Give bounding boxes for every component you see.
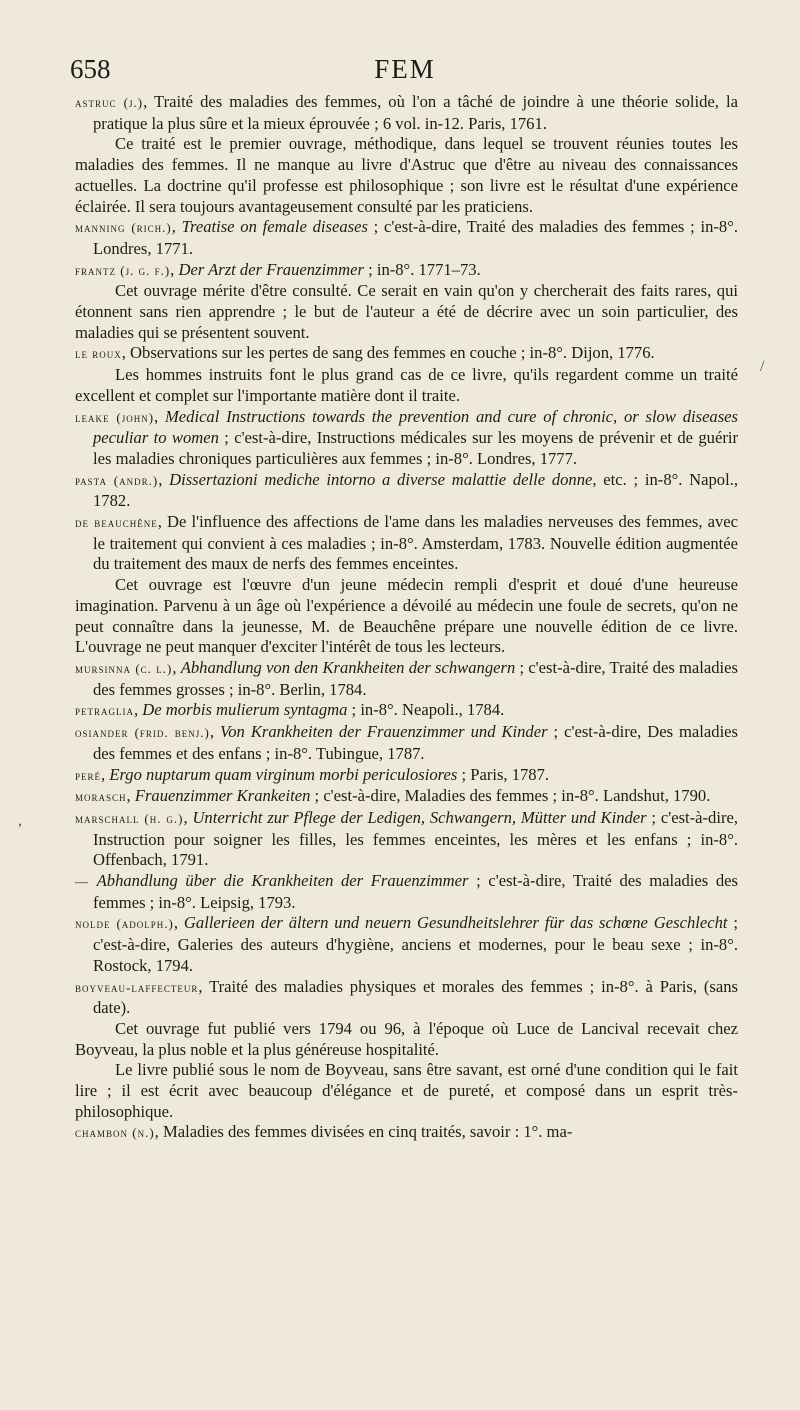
entry-author: — (75, 874, 89, 890)
entry-title: Abhandlung über die Krankheiten der Frauenzimmer (96, 871, 469, 891)
entry-title: Abhandlung von den Krankheiten der schwangern (180, 657, 516, 677)
page-header (70, 54, 740, 88)
entry-author: de beauchêne (75, 515, 158, 531)
entry-author: petraglia (75, 703, 134, 719)
entry-title: Der Arzt der Frauenzimmer (178, 259, 364, 279)
margin-mark: / (760, 358, 765, 375)
entry-author: manning (rich.) (75, 220, 172, 236)
entry-details: ; c'est-à-dire, Galeries des auteurs d'hygiène, anciens et modernes, pour le beau sexe ; in-8°. Rostock, 1794. (93, 913, 738, 975)
entry-separator: , (157, 512, 168, 532)
entry-separator: , (209, 722, 220, 742)
entry-title: Medical Instructions towards the prevention and cure of chronic, or slow diseases peculiar to women (93, 406, 739, 448)
entry-separator: , (126, 786, 135, 806)
entry-author: leake (john) (75, 409, 155, 425)
entry-title: Gallerieen der ältern und neuern Gesundheitslehrer für das schœne Geschlecht (183, 913, 728, 933)
bibliography-entry (75, 343, 738, 365)
commentary-paragraph: Les hommes instruits font le plus grand cas de ce livre, qu'ils regardent comme un traité excellent et complet sur l'importante matière dont il traite. (75, 365, 738, 405)
bibliography-entry (75, 808, 738, 871)
commentary-paragraph: Cet ouvrage mérite d'être consulté. Ce serait en vain qu'on y chercherait des faits rares, qui étonnent sans rien apprendre ; le but de l'auteur a été de décrire avec un soin particulier, des maladies qui se présentent souvent. (75, 281, 738, 342)
entry-details: ; in-8°. 1771–73. (363, 259, 481, 279)
entry-details: Traité des maladies des femmes, où l'on a tâché de joindre à une théorie solide, la pratique la plus sûre et la mieux éprouvée ; 6 vol. in-12. Paris, 1761. (93, 92, 738, 133)
entry-separator: , (154, 1122, 163, 1142)
entry-separator (89, 871, 97, 890)
bibliography-entry (75, 260, 738, 282)
entry-details: Traité des maladies physiques et morales des femmes ; in-8°. à Paris, (sans date). (93, 976, 738, 1018)
bibliography-entry (75, 512, 738, 575)
entry-separator: , (198, 976, 210, 996)
entry-author: morasch (75, 789, 127, 805)
entry-title: Von Krankheiten der Frauenzimmer und Kinder (219, 722, 548, 742)
commentary-paragraph: Cet ouvrage fut publié vers 1794 ou 96, à l'époque où Luce de Lancival recevait chez Boyveau, la plus noble et la plus généreuse hospitalité. (75, 1018, 738, 1059)
bibliography-text (75, 92, 738, 1144)
entry-author: boyveau-laffecteur (75, 979, 199, 995)
entry-details: Maladies des femmes divisées en cinq traités, savoir : 1°. ma- (162, 1122, 573, 1142)
entry-details: ; c'est-à-dire, Maladies des femmes ; in-8°. Landshut, 1790. (310, 786, 711, 806)
bibliography-entry (75, 92, 738, 134)
entry-title: Frauenzimmer Krankeiten (134, 786, 311, 806)
entry-author: chambon (n.) (75, 1125, 155, 1141)
bibliography-entry (75, 700, 738, 722)
entry-title: Ergo nuptarum quam virginum morbi periculosiores (109, 764, 458, 784)
entry-separator: , (101, 764, 110, 784)
entry-details: ; c'est-à-dire, Instruction pour soigner les filles, les femmes enceintes, les mères et les enfans ; in-8°. Offenbach, 1791. (93, 807, 739, 870)
entry-details: ; c'est-à-dire, Traité des maladies des femmes grosses ; in-8°. Berlin, 1784. (93, 657, 738, 699)
bibliography-entry (75, 913, 738, 976)
running-head: FEM (374, 54, 436, 84)
entry-author: mursinna (c. l.) (75, 660, 173, 676)
entry-title: Dissertazioni mediche intorno a diverse malattie delle donne (169, 469, 593, 489)
entry-author: osiander (frid. benj.) (75, 725, 210, 741)
margin-mark: , (18, 812, 22, 829)
entry-separator: , (143, 92, 155, 111)
entry-details: ; c'est-à-dire, Traité des maladies des femmes ; in-8°. Leipsig, 1793. (93, 871, 738, 912)
entry-details: ; in-8°. Neapoli., 1784. (347, 700, 505, 720)
bibliography-entry (75, 786, 738, 808)
entry-author: marschall (h. g.) (75, 810, 184, 826)
bibliography-entry (75, 217, 738, 259)
entry-author: nolde (adolph.) (75, 916, 174, 932)
bibliography-entry (75, 977, 738, 1019)
commentary-paragraph: Cet ouvrage est l'œuvre d'un jeune médecin rempli d'esprit et doué d'une heureuse imagination. Parvenu à un âge où l'expérience a dévoilé au médecin une foule de secrets, qu'on ne peut connaître dans la jeunesse, M. de Beauchêne prépare une nouvelle édition de ce livre. L'ouvrage ne peut manquer d'exciter l'intérêt de tous les lecteurs. (75, 575, 738, 657)
page-number: 658 (70, 54, 111, 84)
entry-separator: , (158, 469, 170, 489)
entry-separator: , (173, 913, 184, 933)
commentary-paragraph: Ce traité est le premier ouvrage, méthodique, dans lequel se trouvent réunies toutes les maladies des femmes. Il ne manque au livre d'Astruc que d'être au niveau des connaissances actuelles. La doctrine qu'il professe est philosophique ; son livre est le résultat d'une expérience éclairée. Il sera toujours avantageusement consulté par les praticiens. (75, 134, 738, 216)
entry-author: peré (75, 767, 102, 783)
commentary-paragraph: Le livre publié sous le nom de Boyveau, sans être savant, est orné d'une condition qui le fait lire ; il est écrit avec beaucoup d'élégance et de pureté, et composé dans un esprit très-philosophique. (75, 1060, 738, 1121)
entry-separator: , (170, 259, 179, 279)
entry-details: ; c'est-à-dire, Des maladies des femmes et des enfans ; in-8°. Tubingue, 1787. (93, 722, 739, 763)
bibliography-entry (75, 407, 738, 470)
entry-details: ; Paris, 1787. (457, 764, 550, 784)
entry-separator: , (154, 406, 165, 426)
bibliography-entry (75, 871, 738, 913)
entry-details: Observations sur les pertes de sang des femmes en couche ; in-8°. Dijon, 1776. (130, 343, 655, 363)
entry-author: pasta (andr.) (75, 472, 159, 488)
entry-title: Treatise on female diseases (181, 217, 368, 237)
bibliography-entry (75, 1122, 738, 1144)
entry-separator: , (121, 343, 131, 363)
entry-details: ; c'est-à-dire, Traité des maladies des femmes ; in-8°. Londres, 1771. (93, 217, 739, 258)
bibliography-entry (75, 765, 738, 787)
entry-title: Unterricht zur Pflege der Ledigen, Schwangern, Mütter und Kinder (192, 807, 647, 827)
entry-details: De l'influence des affections de l'ame dans les maladies nerveuses des femmes, avec le traitement qui convient à ces maladies ; in-8°. Amsterdam, 1783. Nouvelle édition augmentée du traitement des maux de nerfs des femmes enceintes. (93, 512, 739, 574)
entry-separator: , (172, 657, 181, 677)
entry-details: ; c'est-à-dire, Instructions médicales sur les moyens de prévenir et de guérir les maladies chroniques particulières aux femmes ; in-8°. Londres, 1777. (93, 428, 738, 468)
entry-separator: , (183, 807, 193, 827)
entry-separator: , (171, 217, 182, 237)
entry-separator: , (134, 700, 143, 720)
bibliography-entry (75, 470, 738, 512)
entry-details: , etc. ; in-8°. Napol., 1782. (93, 469, 738, 511)
entry-author: le roux (75, 346, 122, 362)
bibliography-entry (75, 722, 738, 764)
entry-title: De morbis mulierum syntagma (142, 700, 348, 720)
entry-author: astruc (j.) (75, 95, 144, 110)
bibliography-entry (75, 658, 738, 700)
entry-author: frantz (j. g. f.) (75, 262, 171, 278)
